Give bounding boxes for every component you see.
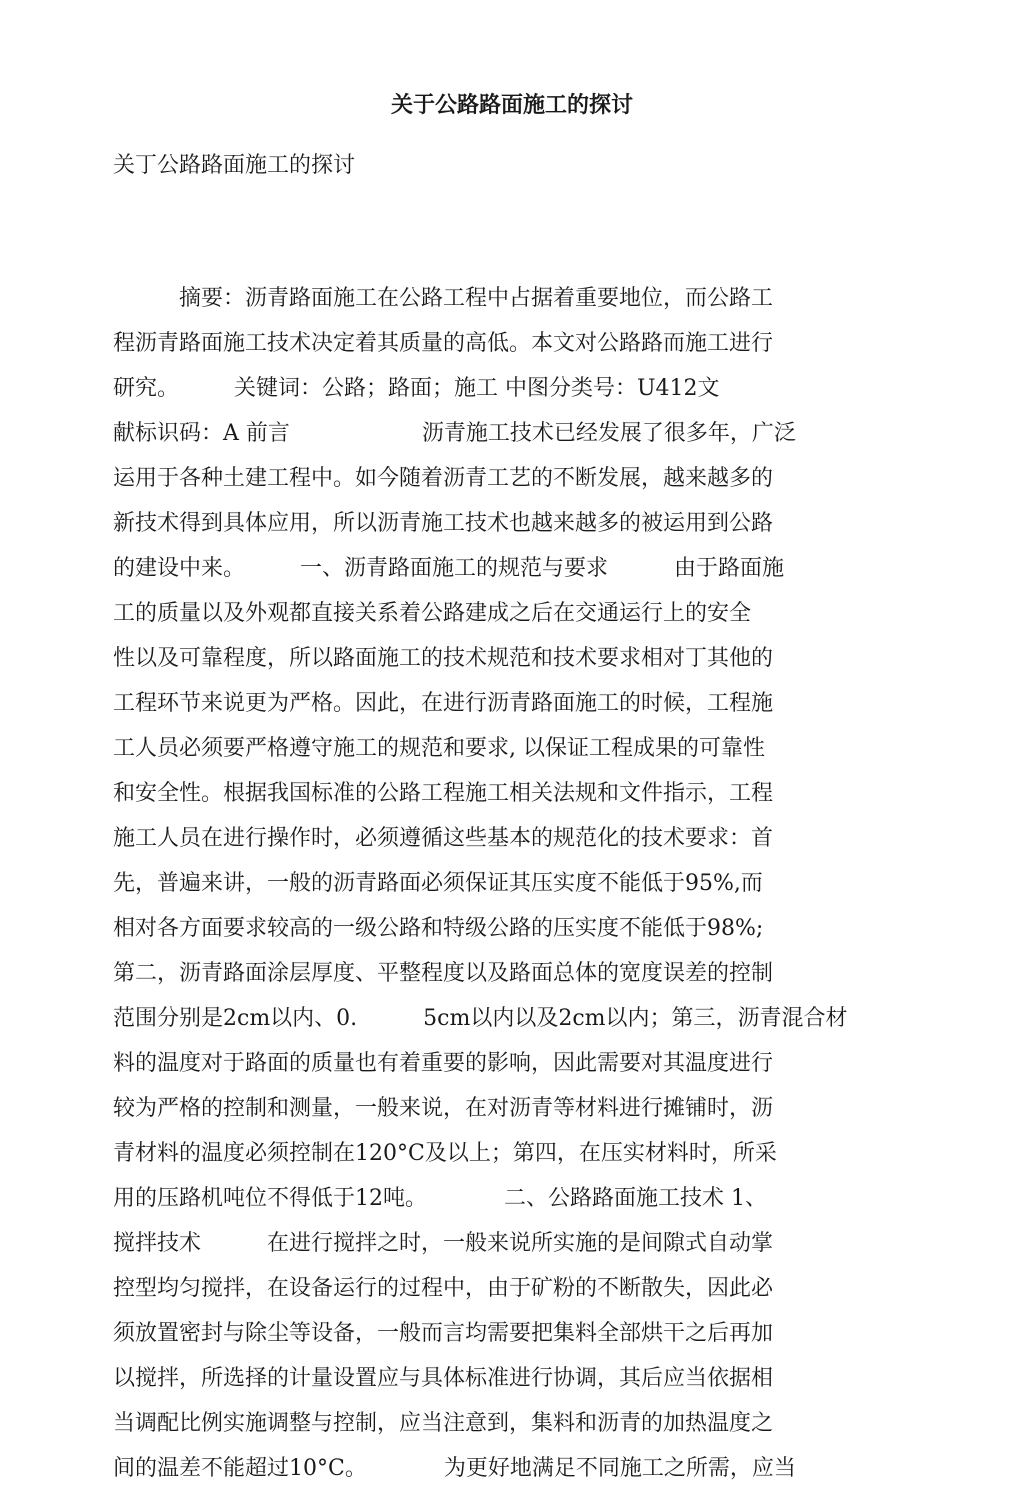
body-line: 须放置密封与除尘等设备，一般而言均需要把集料全部烘干之后再加 (113, 1321, 774, 1346)
body-line: 料的温度对于路面的质量也有着重要的影响，因此需要对其温度进行 (113, 1051, 774, 1076)
body-line: 工的质量以及外观都直接关系着公路建成之后在交通运行上的安全 (113, 601, 752, 626)
body-line: 摘要：沥青路面施工在公路工程中占据着重要地位，而公路工 (113, 286, 774, 311)
body-line: 性以及可靠程度，所以路面施工的技术规范和技术要求相对丁其他的 (113, 646, 774, 671)
body-line: 的建设中来。 一、沥青路面施工的规范与要求 由于路面施 (113, 556, 785, 581)
document-subtitle: 关丁公路路面施工的探讨 (113, 153, 356, 178)
body-line: 献标识码：A 前言 沥青施工技术已经发展了很多年，广泛 (113, 421, 796, 446)
body-line: 相对各方面要求较高的一级公路和特级公路的压实度不能低于98%; (113, 916, 764, 941)
body-line: 第二，沥青路面涂层厚度、平整程度以及路面总体的宽度误差的控制 (113, 961, 774, 986)
body-line: 控型均匀搅拌，在设备运行的过程中，由于矿粉的不断散失，因此必 (113, 1276, 774, 1301)
body-line: 先，普遍来讲，一般的沥青路面必须保证其压实度不能低于95%,而 (113, 871, 763, 896)
body-line: 间的温差不能超过10°C。 为更好地满足不同施工之所需，应当 (113, 1456, 796, 1481)
body-line: 用的压路机吨位不得低于12吨。 二、公路路面施工技术 1、 (113, 1186, 767, 1211)
body-line: 研究。 关键词：公路；路面；施工 中图分类号：U412文 (113, 376, 720, 401)
body-line: 施工人员在进行操作时，必须遵循这些基本的规范化的技术要求：首 (113, 826, 774, 851)
document-title: 关于公路路面施工的探讨 (390, 92, 633, 118)
body-line: 工人员必须要严格遵守施工的规范和要求, 以保证工程成果的可靠性 (113, 736, 765, 761)
body-line: 搅拌技术 在进行搅拌之时，一般来说所实施的是间隙式自动掌 (113, 1231, 774, 1256)
body-line: 青材料的温度必须控制在120°C及以上；第四，在压实材料时，所采 (113, 1141, 777, 1166)
body-line: 和安全性。根据我国标准的公路工程施工相关法规和文件指示，工程 (113, 781, 774, 806)
body-line: 程沥青路面施工技术决定着其质量的高低。本文对公路路而施工进行 (113, 331, 774, 356)
body-line: 当调配比例实施调整与控制，应当注意到，集料和沥青的加热温度之 (113, 1411, 774, 1436)
body-line: 工程环节来说更为严格。因此，在进行沥青路面施工的时候，工程施 (113, 691, 774, 716)
body-line: 运用于各种土建工程中。如今随着沥青工艺的不断发展，越来越多的 (113, 466, 774, 491)
body-line: 新技术得到具体应用，所以沥青施工技术也越来越多的被运用到公路 (113, 511, 774, 536)
document-body (113, 276, 913, 1491)
body-line: 较为严格的控制和测量，一般来说，在对沥青等材料进行摊铺时，沥 (113, 1096, 774, 1121)
body-line: 范围分别是2cm以内、0. 5cm以内以及2cm以内；第三，沥青混合材 (113, 1006, 848, 1031)
body-line: 以搅拌，所选择的计量设置应与具体标准进行协调，其后应当依据相 (113, 1366, 774, 1391)
